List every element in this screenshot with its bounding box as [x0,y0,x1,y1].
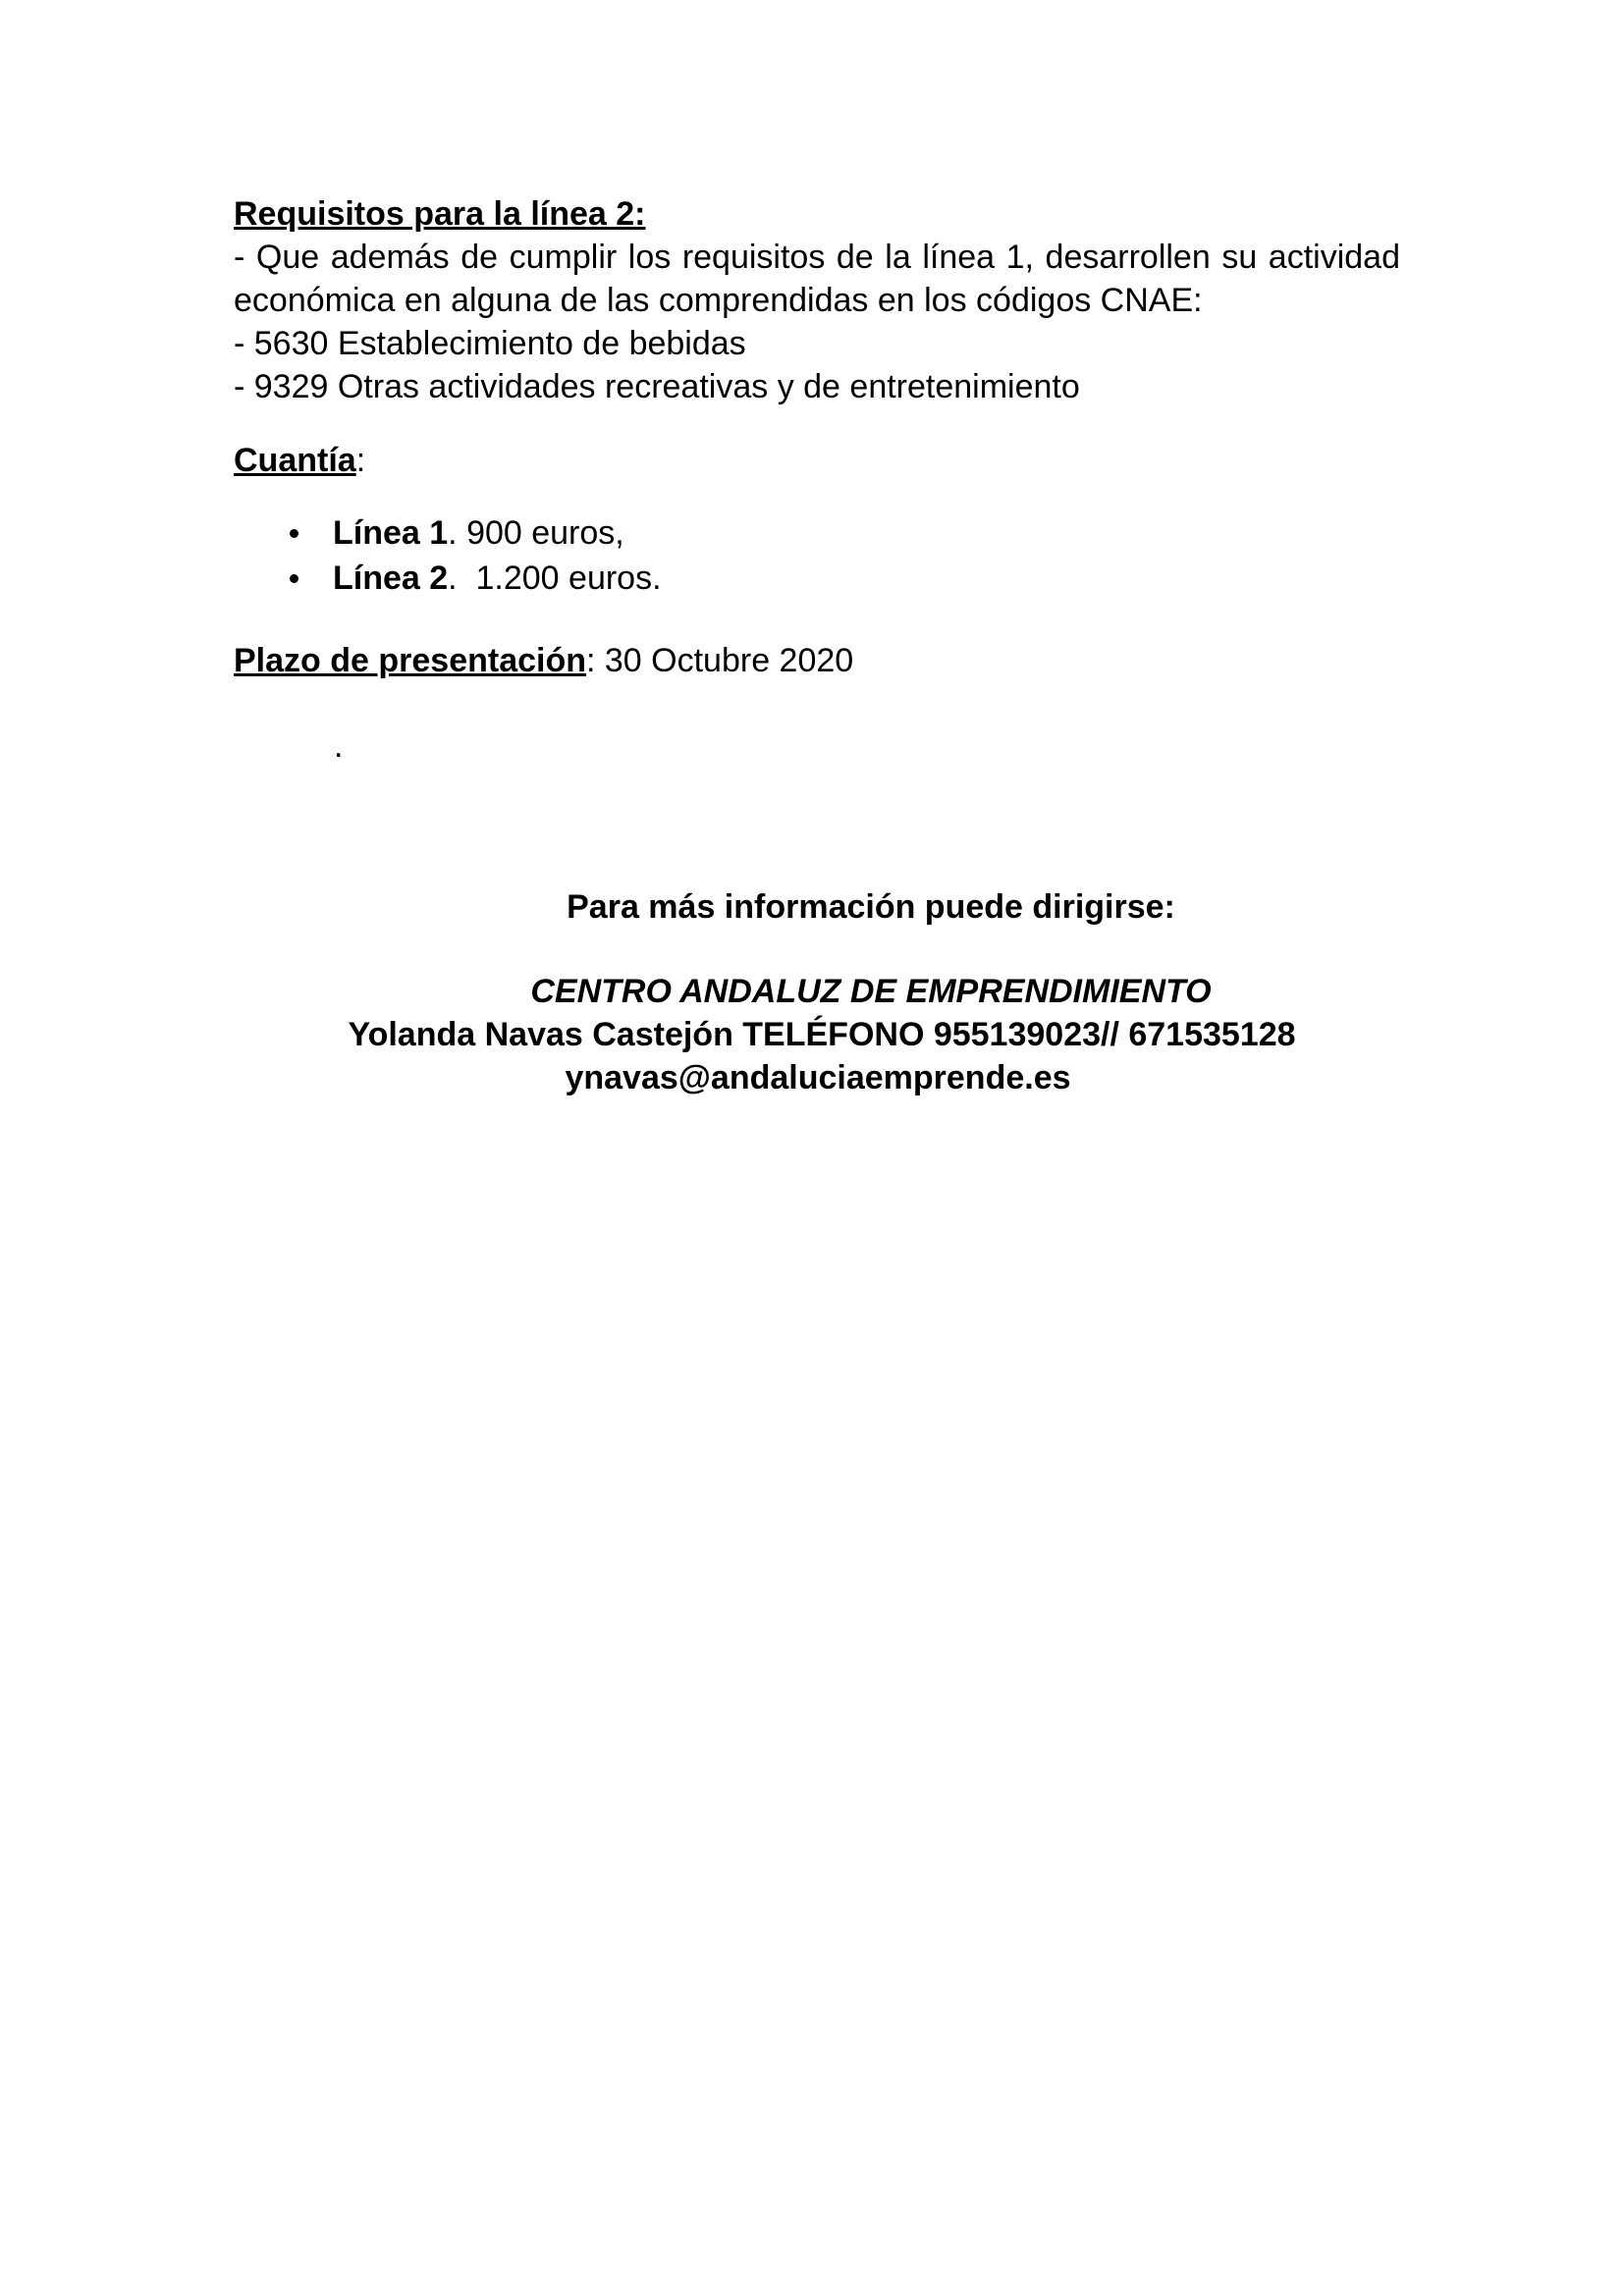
list-item-label: Línea 1 [333,514,449,552]
list-item-value: . 900 euros, [448,514,624,552]
list-item [234,510,1314,556]
contact-person-phone: Yolanda Navas Castejón TELÉFONO 955139023// 671535128 [348,1016,1296,1053]
list-item-label: Línea 2 [333,560,449,597]
list-item-value: . 1.200 euros. [448,560,662,597]
requisitos-line-4: - 9329 Otras actividades recreativas y de entretenimiento [234,368,1080,405]
requisitos-heading: Requisitos para la línea 2: [234,195,646,233]
bullet-dot-icon [290,574,298,583]
cuantia-heading-line [234,439,1400,482]
contact-intro: Para más información puede dirigirse: [567,888,1175,926]
cuantia-heading: Cuantía [234,442,356,479]
plazo-line [234,639,1400,682]
cuantia-colon: : [355,442,366,479]
list-item [234,556,1314,601]
requisitos-line-3: - 5630 Establecimiento de bebidas [234,325,746,362]
requisitos-section [234,192,1400,408]
requisitos-line-2: económica en alguna de las comprendidas en los códigos CNAE: [234,282,1203,319]
bullet-dot-icon [290,529,298,538]
list-item-text [333,556,662,601]
stray-dot: . [334,727,344,765]
list-item-text [333,510,624,556]
plazo-value: : 30 Octubre 2020 [586,642,854,679]
requisitos-line-1: - Que además de cumplir los requisitos de la línea 1, desarrollen su actividad [234,239,1400,276]
plazo-heading: Plazo de presentación [234,642,586,679]
contact-org: CENTRO ANDALUZ DE EMPRENDIMIENTO [530,973,1212,1010]
contact-email: ynavas@andaluciaemprende.es [565,1059,1071,1096]
cuantia-list [234,510,1314,601]
